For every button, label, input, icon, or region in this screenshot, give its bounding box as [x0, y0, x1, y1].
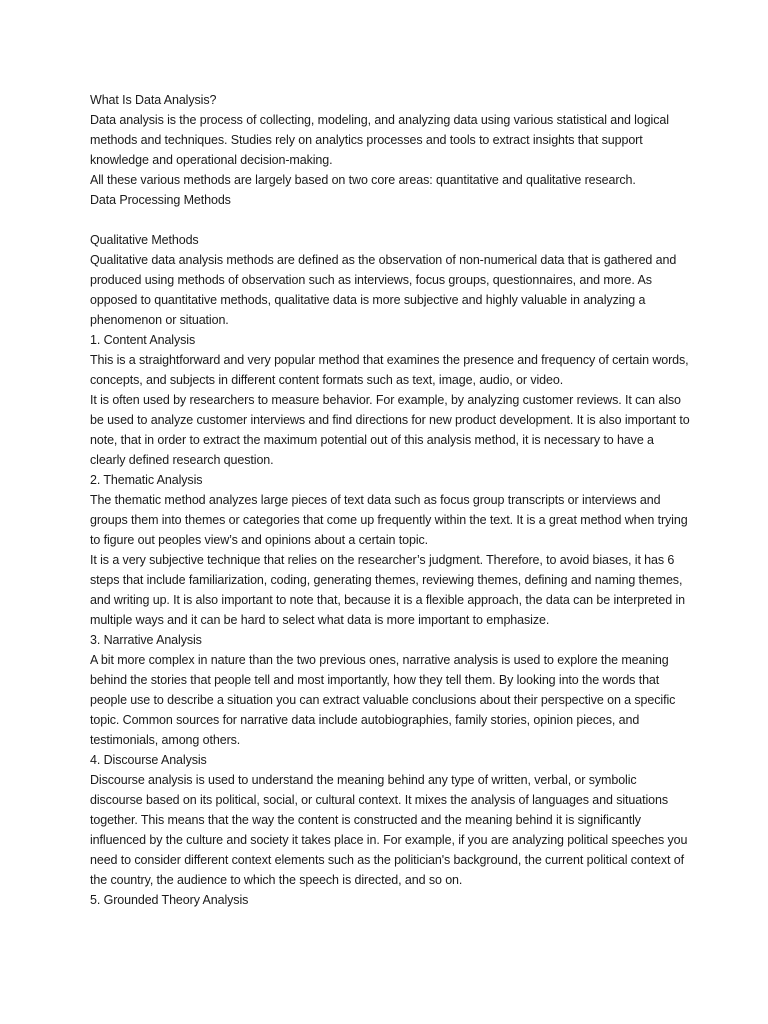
intro-paragraph-1: Data analysis is the process of collecting, modeling, and analyzing data using various statistical and logical methods and techniques. Studies rely on analytics processes and tools to extract insights that support knowledge and operational decision-making.: [90, 113, 669, 167]
qualitative-heading: Qualitative Methods: [90, 233, 199, 247]
thematic-analysis-heading: 2. Thematic Analysis: [90, 473, 203, 487]
narrative-analysis-heading: 3. Narrative Analysis: [90, 633, 202, 647]
content-analysis-paragraph-1: This is a straightforward and very popular method that examines the presence and frequency of certain words, concepts, and subjects in different content formats such as text, image, audio, or video.: [90, 353, 689, 387]
discourse-analysis-paragraph: Discourse analysis is used to understand the meaning behind any type of written, verbal, or symbolic discourse based on its political, social, or cultural context. It mixes the analysis of languages and situations together. This means that the way the content is constructed and the meaning behind it is significantly influenced by the culture and society it takes place in. For example, if you are analyzing political speeches you need to consider different context elements such as the politician's background, the current political context of the country, the audience to which the speech is directed, and so on.: [90, 773, 688, 887]
content-analysis-paragraph-2: It is often used by researchers to measure behavior. For example, by analyzing customer reviews. It can also be used to analyze customer interviews and find directions for new product development. It is also important to note, that in order to extract the maximum potential out of this analysis method, it is necessary to have a clearly defined research question.: [90, 393, 690, 467]
discourse-analysis-heading: 4. Discourse Analysis: [90, 753, 207, 767]
content-analysis-heading: 1. Content Analysis: [90, 333, 196, 347]
thematic-analysis-paragraph-2: It is a very subjective technique that relies on the researcher’s judgment. Therefore, to avoid biases, it has 6 steps that include familiarization, coding, generating themes, reviewing themes, defining and naming themes, and writing up. It is also important to note that, because it is a flexible approach, the data can be interpreted in multiple ways and it can be hard to select what data is more important to emphasize.: [90, 553, 686, 627]
qualitative-paragraph: Qualitative data analysis methods are defined as the observation of non-numerical data that is gathered and produced using methods of observation such as interviews, focus groups, questionnaires, and more. As opposed to quantitative methods, qualitative data is more subjective and highly valuable in analyzing a phenomenon or situation.: [90, 253, 677, 327]
blank-line: [90, 210, 690, 230]
section-heading: Data Processing Methods: [90, 193, 231, 207]
grounded-theory-heading: 5. Grounded Theory Analysis: [90, 893, 249, 907]
intro-paragraph-2: All these various methods are largely based on two core areas: quantitative and qualitative research.: [90, 173, 636, 187]
document-title: What Is Data Analysis?: [90, 93, 217, 107]
thematic-analysis-paragraph-1: The thematic method analyzes large pieces of text data such as focus group transcripts or interviews and groups them into themes or categories that come up frequently within the text. It is a great method when trying to figure out peoples view’s and opinions about a certain topic.: [90, 493, 688, 547]
document-page: [90, 90, 690, 910]
narrative-analysis-paragraph: A bit more complex in nature than the two previous ones, narrative analysis is used to explore the meaning behind the stories that people tell and most importantly, how they tell them. By looking into the words that people use to describe a situation you can extract valuable conclusions about their perspective on a specific topic. Common sources for narrative data include autobiographies, family stories, opinion pieces, and testimonials, among others.: [90, 653, 676, 747]
